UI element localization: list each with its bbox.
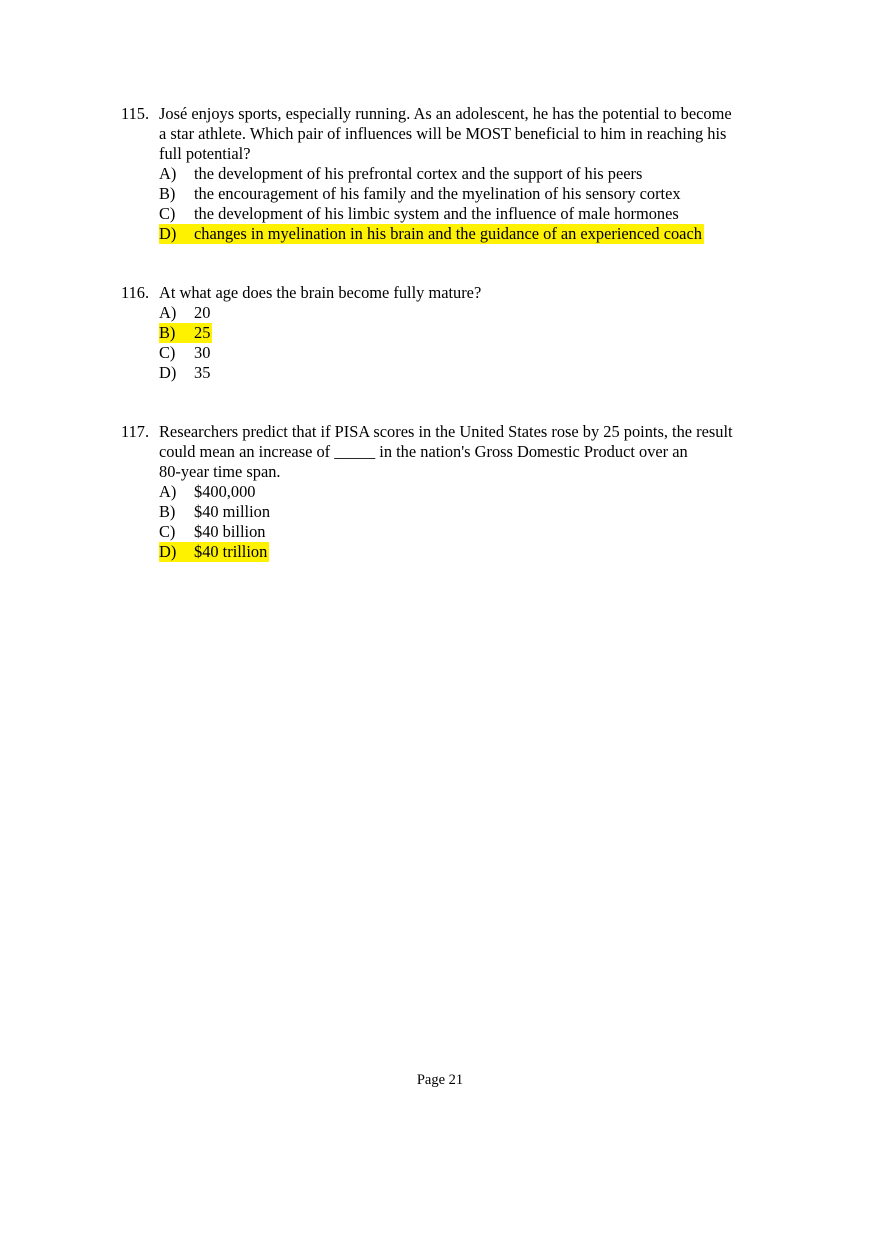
option-letter: D): [159, 224, 177, 243]
option-c: [159, 343, 781, 363]
option-text: 25: [194, 323, 211, 342]
question-number: 115.: [121, 104, 150, 123]
option-letter: D): [159, 363, 177, 382]
option-letter: C): [159, 343, 176, 362]
option-text: $40 billion: [194, 522, 266, 541]
option-text: 30: [194, 343, 211, 362]
option-b: [159, 502, 781, 522]
option-text: $400,000: [194, 482, 256, 501]
option-letter: A): [159, 303, 177, 322]
question-stem: Researchers predict that if PISA scores in the United States rose by 25 points, the result could mean an increase of _____ in the nation's Gross Domestic Product over an 80-year time span.: [159, 422, 733, 481]
answer-options: [159, 482, 781, 562]
option-c: [159, 204, 781, 224]
page-number: Page 21: [416, 1072, 464, 1088]
question-number: 116.: [121, 283, 150, 302]
option-text: changes in myelination in his brain and the guidance of an experienced coach: [194, 224, 702, 243]
option-text: 35: [194, 363, 211, 382]
question-stem: José enjoys sports, especially running. As an adolescent, he has the potential to become a star athlete. Which pair of influences will be MOST beneficial to him in reaching his full potential?: [159, 104, 732, 163]
option-a: [159, 482, 781, 502]
option-text: 20: [194, 303, 211, 322]
option-letter: A): [159, 482, 177, 501]
option-text: the encouragement of his family and the myelination of his sensory cortex: [194, 184, 681, 203]
question-116: [121, 283, 781, 383]
option-a: [159, 164, 781, 184]
option-b-highlighted-answer: [159, 323, 781, 343]
option-letter: B): [159, 502, 176, 521]
question-115: [121, 104, 781, 244]
answer-options: [159, 164, 781, 244]
option-b: [159, 184, 781, 204]
question-number: 117.: [121, 422, 150, 441]
option-d-highlighted-answer: [159, 542, 781, 562]
option-letter: B): [159, 184, 176, 203]
option-d: [159, 363, 781, 383]
option-letter: D): [159, 542, 177, 561]
option-d-highlighted-answer: [159, 224, 781, 244]
question-stem: At what age does the brain become fully mature?: [159, 283, 482, 302]
option-text: the development of his prefrontal cortex and the support of his peers: [194, 164, 643, 183]
option-letter: C): [159, 522, 176, 541]
option-text: the development of his limbic system and the influence of male hormones: [194, 204, 679, 223]
option-a: [159, 303, 781, 323]
option-letter: A): [159, 164, 177, 183]
option-c: [159, 522, 781, 542]
option-letter: B): [159, 323, 176, 342]
option-letter: C): [159, 204, 176, 223]
option-text: $40 trillion: [194, 542, 268, 561]
question-117: [121, 422, 781, 562]
answer-options: [159, 303, 781, 383]
option-text: $40 million: [194, 502, 271, 521]
